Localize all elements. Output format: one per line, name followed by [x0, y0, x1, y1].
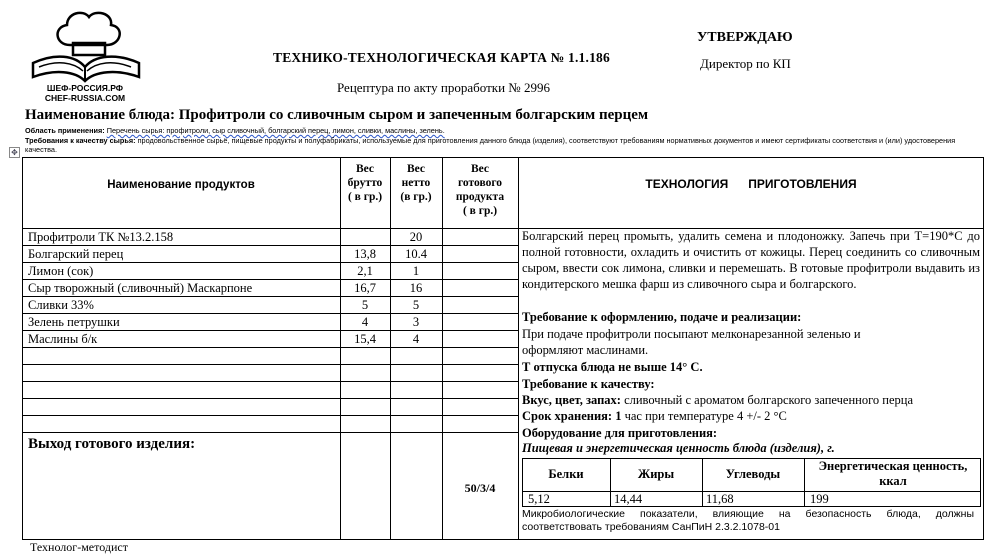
product-name-text: Профитроли ТК №13.2.158 [28, 230, 174, 244]
net-header-line: нетто [401, 177, 431, 189]
quality-requirements-text: продовольственное сырьё, пищевые продукты и полуфабрикаты, используемые для приготовления данного блюда (изделия), соответствуют требованиям нормативных документов и имеют сертификаты соответствия и (или) удостоверения качества. [25, 136, 956, 154]
column-header-technology: ТЕХНОЛОГИЯ ПРИГОТОВЛЕНИЯ [645, 177, 857, 191]
gross-header-line: брутто [347, 177, 383, 189]
product-net: 3 [412, 315, 420, 329]
nutrition-title: Пищевая и энергетическая ценность блюда (изделия), г. [522, 441, 835, 455]
product-net: 1 [412, 264, 420, 278]
storage-duration: 1 [612, 409, 622, 423]
product-gross: 16,7 [354, 281, 376, 295]
nutrition-value-protein: 5,12 [528, 492, 550, 506]
nutrition-header-fat: Жиры [637, 467, 675, 481]
approve-label: УТВЕРЖДАЮ [697, 30, 793, 45]
director-label: Директор по КП [700, 56, 791, 71]
recipe-reference: Рецептура по акту проработки № 2996 [337, 80, 550, 95]
nutrition-value-energy: 199 [810, 492, 829, 506]
dish-name: Наименование блюда: Профитроли со сливочным сыром и запеченным болгарским перцем [25, 107, 649, 123]
taste-label: Вкус, цвет, запах: [522, 393, 621, 407]
preparation-text: Болгарский перец промыть, удалить семена и плодоножку. Запечь при T=190*С до полной готовности, охладить и очистить от кожицы. Перец соединить со сливочным сыром, ввести сок лимона, сливки и перемешать. В готовые профитроли выдавить из кондитерского мешка фарш из сливочного сыра и болгарского. [522, 229, 980, 291]
nutrition-header-carbs: Углеводы [725, 467, 781, 481]
gross-header-line: Вес [355, 163, 375, 175]
storage-line [522, 408, 980, 424]
output-value: 50/3/4 [464, 481, 496, 495]
product-net: 10.4 [405, 247, 427, 261]
serving-text: При подаче профитроли посыпают мелконарезанной зеленью и оформляют маслинами. [522, 327, 861, 357]
logo-line-en: CHEF-RUSSIA.COM [44, 93, 126, 103]
taste-text: сливочный с ароматом болгарского запеченного перца [620, 393, 914, 407]
product-gross: 4 [361, 315, 369, 329]
net-header-line: (в гр.) [400, 191, 432, 203]
product-name: Маслины б/к [28, 332, 98, 346]
table-move-handle-icon[interactable]: ✥ [9, 147, 20, 158]
product-net: 4 [412, 332, 420, 346]
product-gross: 5 [361, 298, 369, 312]
finished-header-line: готового [457, 177, 503, 189]
product-gross: 13,8 [354, 247, 376, 261]
product-gross: 2,1 [357, 264, 373, 278]
storage-text: час при температуре 4 +/- 2 °С [621, 409, 787, 423]
net-header-line: Вес [406, 163, 426, 175]
column-header-name: Наименование продуктов [107, 179, 255, 191]
temperature-text: Т отпуска блюда не выше 14° С. [522, 360, 703, 374]
application-area-text: Перечень сырья: профитроли, сыр сливочный, болгарский перец, лимон, сливки, маслины, зелень. [106, 126, 445, 135]
product-name [28, 229, 173, 245]
application-area-label: Область применения: [25, 126, 105, 135]
product-name: Сливки 33% [28, 298, 94, 312]
product-gross: 15,4 [354, 332, 376, 346]
nutrition-value-fat: 14,44 [614, 492, 643, 506]
column-header-finished [442, 162, 518, 218]
microbiology-note: Микробиологические показатели, влияющие на безопасность блюда, должны соответствовать требованиям СанПиН 2.3.2.1078-01 [522, 508, 974, 533]
storage-label: Срок хранения: [522, 409, 613, 423]
serving-label: Требование к оформлению, подаче и реализации: [522, 310, 802, 324]
footer-signature: Технолог-методист [30, 540, 128, 554]
nutrition-header-energy: Энергетическая ценность, ккал [818, 459, 968, 488]
product-net: 5 [412, 298, 420, 312]
gross-header-line: ( в гр.) [347, 191, 383, 203]
column-header-net [390, 162, 442, 204]
finished-header-line: ( в гр.) [462, 205, 498, 217]
nutrition-header-protein: Белки [548, 467, 584, 481]
finished-header-line: Вес [470, 163, 490, 175]
quality-requirements-label: Требования к качеству сырья: [25, 136, 136, 145]
output-label: Выход готового изделия: [28, 436, 196, 452]
product-name: Болгарский перец [28, 247, 124, 261]
nutrition-value-carbs: 11,68 [706, 492, 734, 506]
product-name: Сыр творожный (сливочный) Маскарпоне [28, 281, 253, 295]
product-name: Зелень петрушки [28, 315, 120, 329]
page-title: ТЕХНИКО-ТЕХНОЛОГИЧЕСКАЯ КАРТА № 1.1.186 [273, 50, 610, 65]
column-header-gross [340, 162, 390, 204]
quality-label: Требование к качеству: [522, 377, 655, 391]
finished-header-line: продукта [455, 191, 505, 203]
taste-line [522, 392, 980, 408]
logo-line-ru: ШЕФ-РОССИЯ.РФ [46, 83, 124, 93]
product-name: Лимон (сок) [28, 264, 94, 278]
equipment-label: Оборудование для приготовления: [522, 426, 718, 440]
product-net: 16 [409, 281, 423, 295]
product-net: 20 [409, 230, 423, 244]
